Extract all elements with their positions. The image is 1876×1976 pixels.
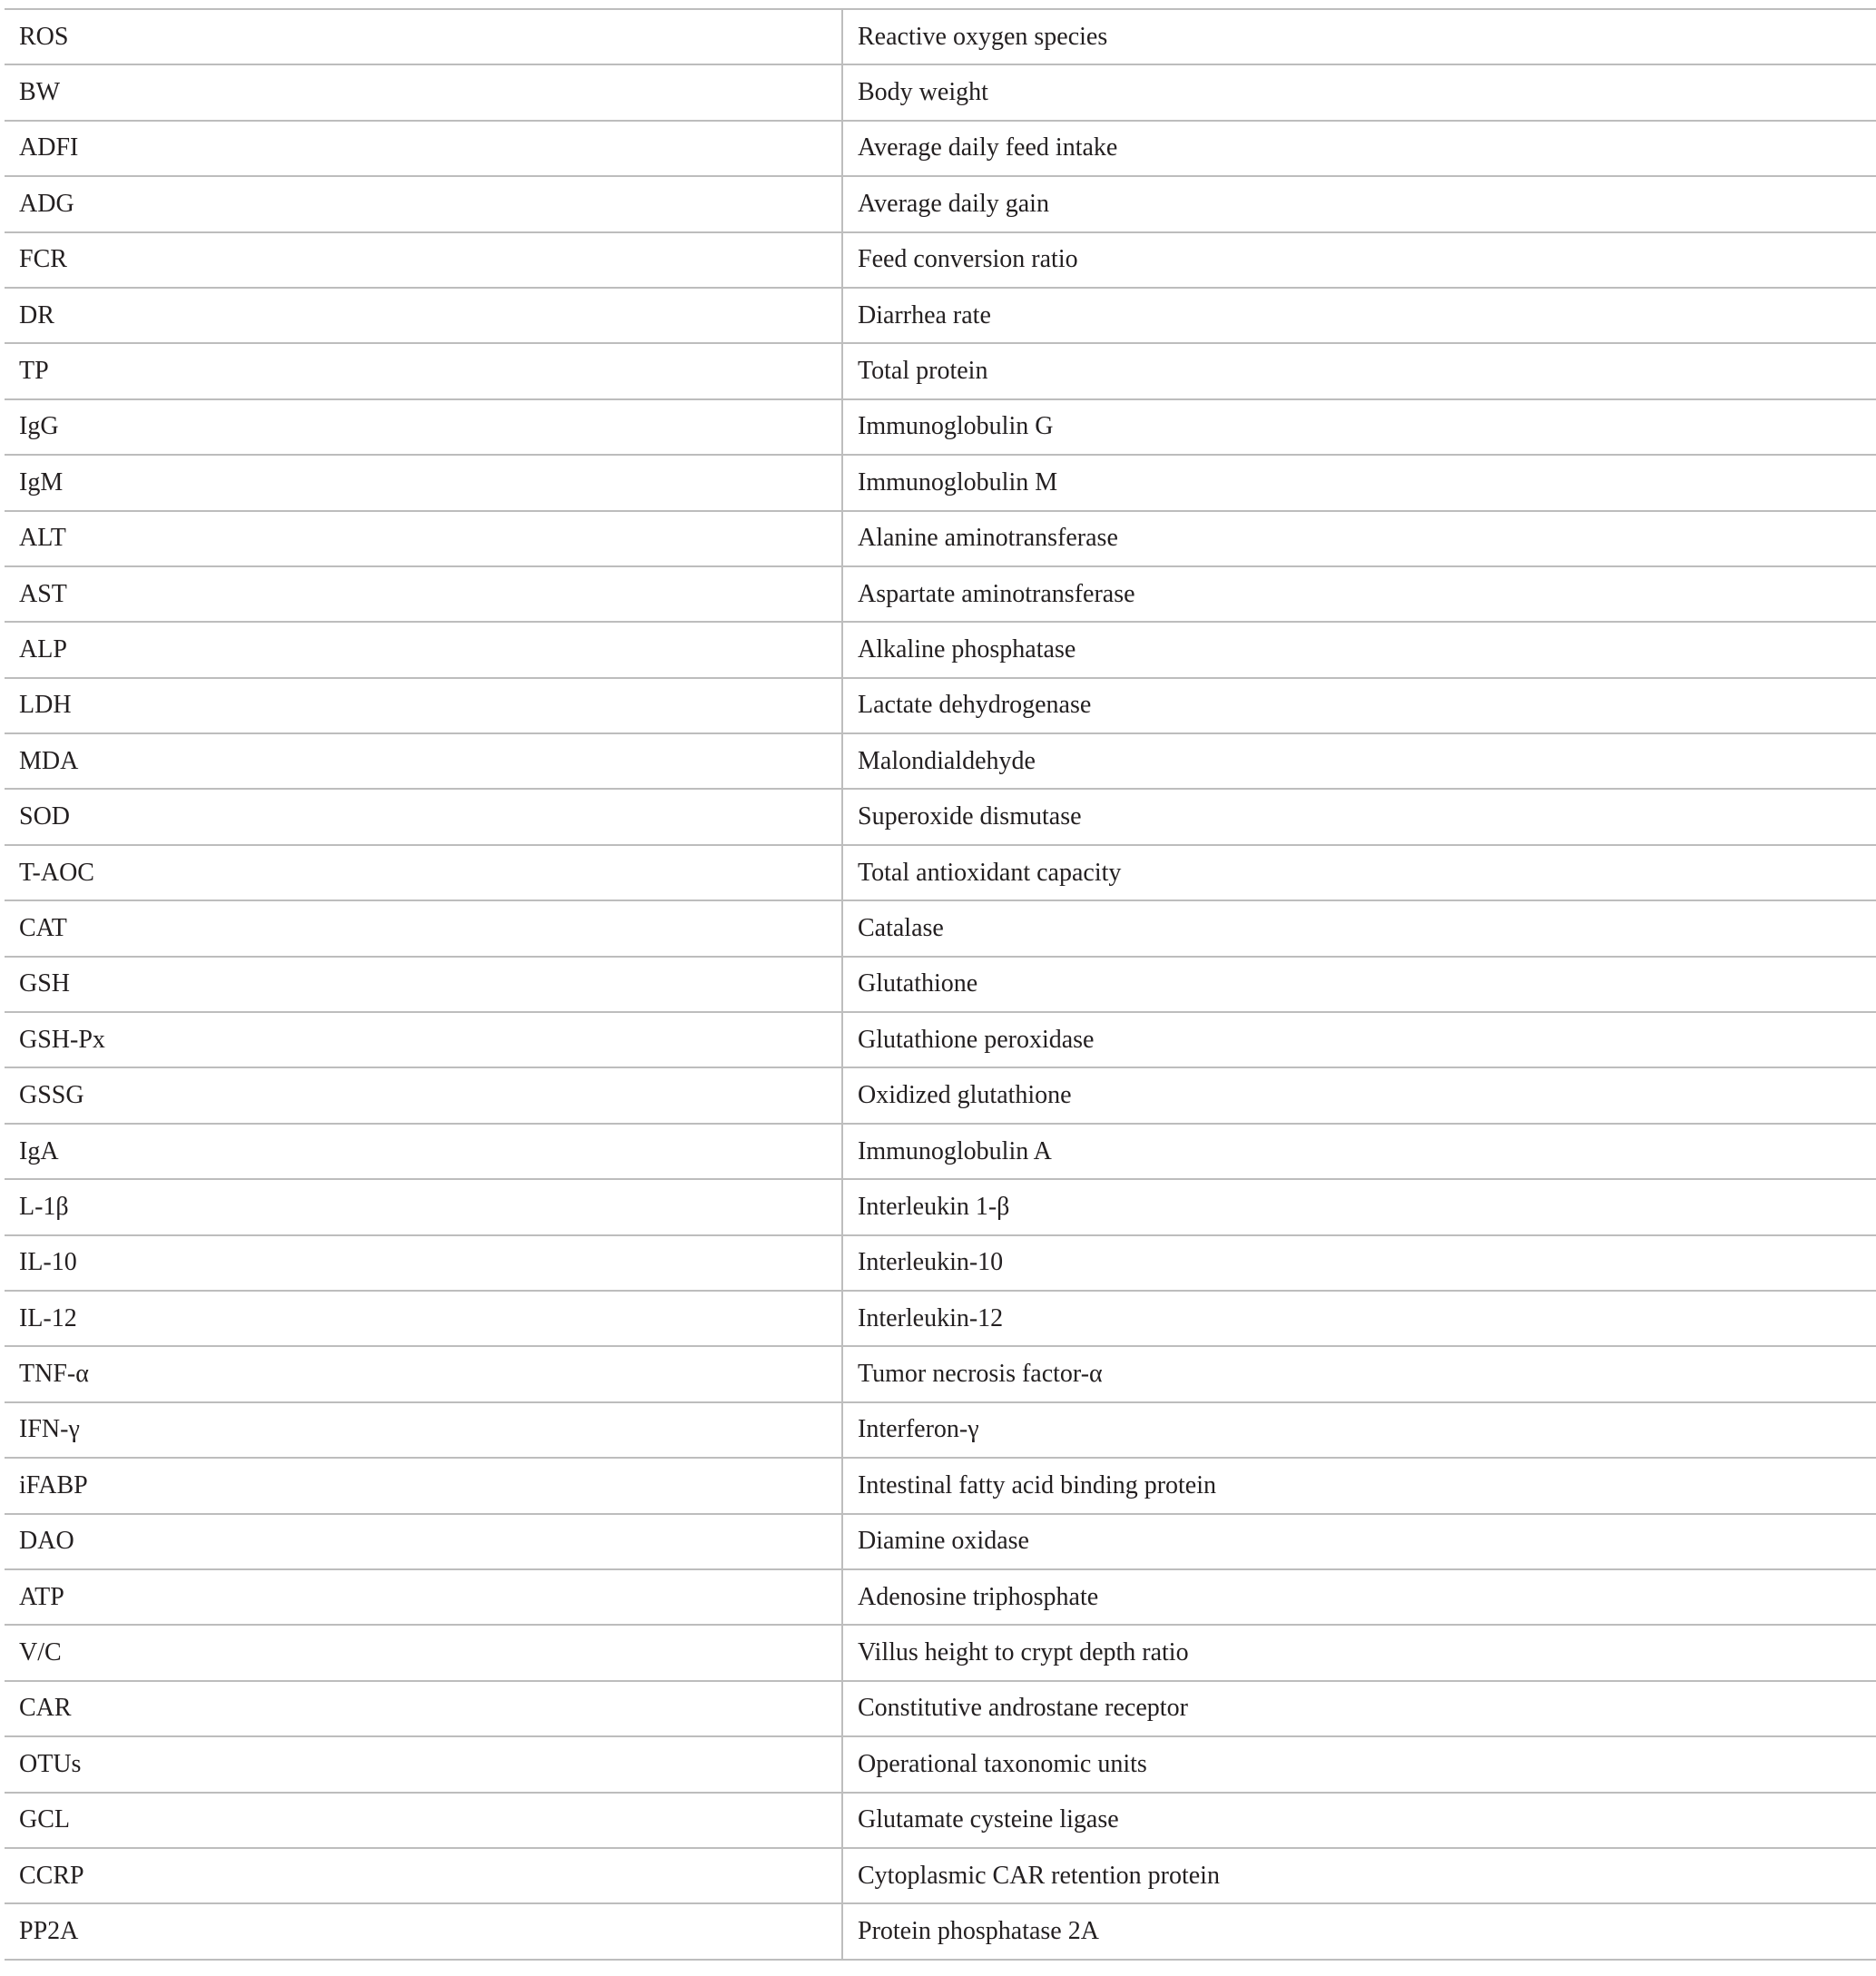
table-row [5, 1681, 1876, 1736]
definition-cell: Interleukin 1-β [842, 1179, 1876, 1234]
abbreviation-cell: ADG [5, 176, 842, 231]
table-row [5, 176, 1876, 231]
table-row [5, 1402, 1876, 1458]
abbreviation-cell: IL-10 [5, 1235, 842, 1291]
definition-cell: Diarrhea rate [842, 288, 1876, 343]
abbreviations-table-body [5, 9, 1876, 1960]
table-row [5, 288, 1876, 343]
abbreviation-cell: IL-12 [5, 1291, 842, 1346]
abbreviation-cell: PP2A [5, 1903, 842, 1959]
abbreviation-cell: CCRP [5, 1848, 842, 1903]
definition-cell: Interleukin-12 [842, 1291, 1876, 1346]
abbreviation-cell: ROS [5, 9, 842, 64]
table-row [5, 9, 1876, 64]
definition-cell: Constitutive androstane receptor [842, 1681, 1876, 1736]
table-row [5, 1903, 1876, 1959]
definition-cell: Adenosine triphosphate [842, 1569, 1876, 1625]
definition-cell: Alkaline phosphatase [842, 622, 1876, 677]
definition-cell: Diamine oxidase [842, 1514, 1876, 1569]
definition-cell: Aspartate aminotransferase [842, 566, 1876, 622]
table-row [5, 1458, 1876, 1513]
abbreviation-cell: L-1β [5, 1179, 842, 1234]
abbreviation-cell: CAR [5, 1681, 842, 1736]
table-row [5, 511, 1876, 566]
definition-cell: Glutathione [842, 957, 1876, 1012]
abbreviation-cell: T-AOC [5, 845, 842, 900]
definition-cell: Protein phosphatase 2A [842, 1903, 1876, 1959]
table-row [5, 399, 1876, 455]
abbreviation-cell: IFN-γ [5, 1402, 842, 1458]
definition-cell: Immunoglobulin A [842, 1124, 1876, 1179]
abbreviation-cell: ALP [5, 622, 842, 677]
definition-cell: Total antioxidant capacity [842, 845, 1876, 900]
abbreviation-cell: TP [5, 343, 842, 398]
abbreviation-cell: ALT [5, 511, 842, 566]
table-row [5, 957, 1876, 1012]
table-row [5, 1235, 1876, 1291]
abbreviation-cell: IgG [5, 399, 842, 455]
definition-cell: Body weight [842, 64, 1876, 120]
table-row [5, 1012, 1876, 1067]
abbreviation-cell: GCL [5, 1793, 842, 1848]
abbreviation-cell: DAO [5, 1514, 842, 1569]
definition-cell: Lactate dehydrogenase [842, 678, 1876, 733]
table-row [5, 64, 1876, 120]
table-row [5, 1291, 1876, 1346]
table-row [5, 1346, 1876, 1401]
abbreviation-cell: LDH [5, 678, 842, 733]
table-row [5, 789, 1876, 844]
abbreviation-cell: BW [5, 64, 842, 120]
definition-cell: Villus height to crypt depth ratio [842, 1625, 1876, 1680]
table-row [5, 1793, 1876, 1848]
table-row [5, 1514, 1876, 1569]
definition-cell: Feed conversion ratio [842, 232, 1876, 288]
abbreviation-cell: AST [5, 566, 842, 622]
definition-cell: Operational taxonomic units [842, 1736, 1876, 1792]
definition-cell: Reactive oxygen species [842, 9, 1876, 64]
table-row [5, 121, 1876, 176]
abbreviation-cell: ADFI [5, 121, 842, 176]
abbreviation-cell: IgM [5, 455, 842, 510]
table-row [5, 455, 1876, 510]
definition-cell: Average daily feed intake [842, 121, 1876, 176]
abbreviation-cell: OTUs [5, 1736, 842, 1792]
definition-cell: Interferon-γ [842, 1402, 1876, 1458]
table-row [5, 566, 1876, 622]
definition-cell: Intestinal fatty acid binding protein [842, 1458, 1876, 1513]
table-row [5, 1736, 1876, 1792]
abbreviations-table [5, 8, 1876, 1961]
table-row [5, 1067, 1876, 1123]
definition-cell: Cytoplasmic CAR retention protein [842, 1848, 1876, 1903]
table-row [5, 343, 1876, 398]
table-row [5, 622, 1876, 677]
abbreviations-table-container [5, 8, 1876, 1961]
abbreviation-cell: ATP [5, 1569, 842, 1625]
table-row [5, 678, 1876, 733]
abbreviation-cell: SOD [5, 789, 842, 844]
definition-cell: Alanine aminotransferase [842, 511, 1876, 566]
table-row [5, 1124, 1876, 1179]
table-row [5, 232, 1876, 288]
abbreviation-cell: TNF-α [5, 1346, 842, 1401]
definition-cell: Immunoglobulin M [842, 455, 1876, 510]
definition-cell: Superoxide dismutase [842, 789, 1876, 844]
abbreviation-cell: MDA [5, 733, 842, 789]
abbreviation-cell: IgA [5, 1124, 842, 1179]
abbreviation-cell: GSH-Px [5, 1012, 842, 1067]
definition-cell: Interleukin-10 [842, 1235, 1876, 1291]
abbreviation-cell: CAT [5, 900, 842, 956]
definition-cell: Glutamate cysteine ligase [842, 1793, 1876, 1848]
definition-cell: Oxidized glutathione [842, 1067, 1876, 1123]
definition-cell: Catalase [842, 900, 1876, 956]
table-row [5, 1848, 1876, 1903]
abbreviation-cell: FCR [5, 232, 842, 288]
abbreviation-cell: iFABP [5, 1458, 842, 1513]
table-row [5, 733, 1876, 789]
table-row [5, 1569, 1876, 1625]
abbreviation-cell: DR [5, 288, 842, 343]
table-row [5, 900, 1876, 956]
abbreviation-cell: GSH [5, 957, 842, 1012]
abbreviation-cell: GSSG [5, 1067, 842, 1123]
definition-cell: Immunoglobulin G [842, 399, 1876, 455]
definition-cell: Malondialdehyde [842, 733, 1876, 789]
definition-cell: Total protein [842, 343, 1876, 398]
definition-cell: Tumor necrosis factor-α [842, 1346, 1876, 1401]
definition-cell: Glutathione peroxidase [842, 1012, 1876, 1067]
table-row [5, 1179, 1876, 1234]
table-row [5, 1625, 1876, 1680]
definition-cell: Average daily gain [842, 176, 1876, 231]
table-row [5, 845, 1876, 900]
abbreviation-cell: V/C [5, 1625, 842, 1680]
